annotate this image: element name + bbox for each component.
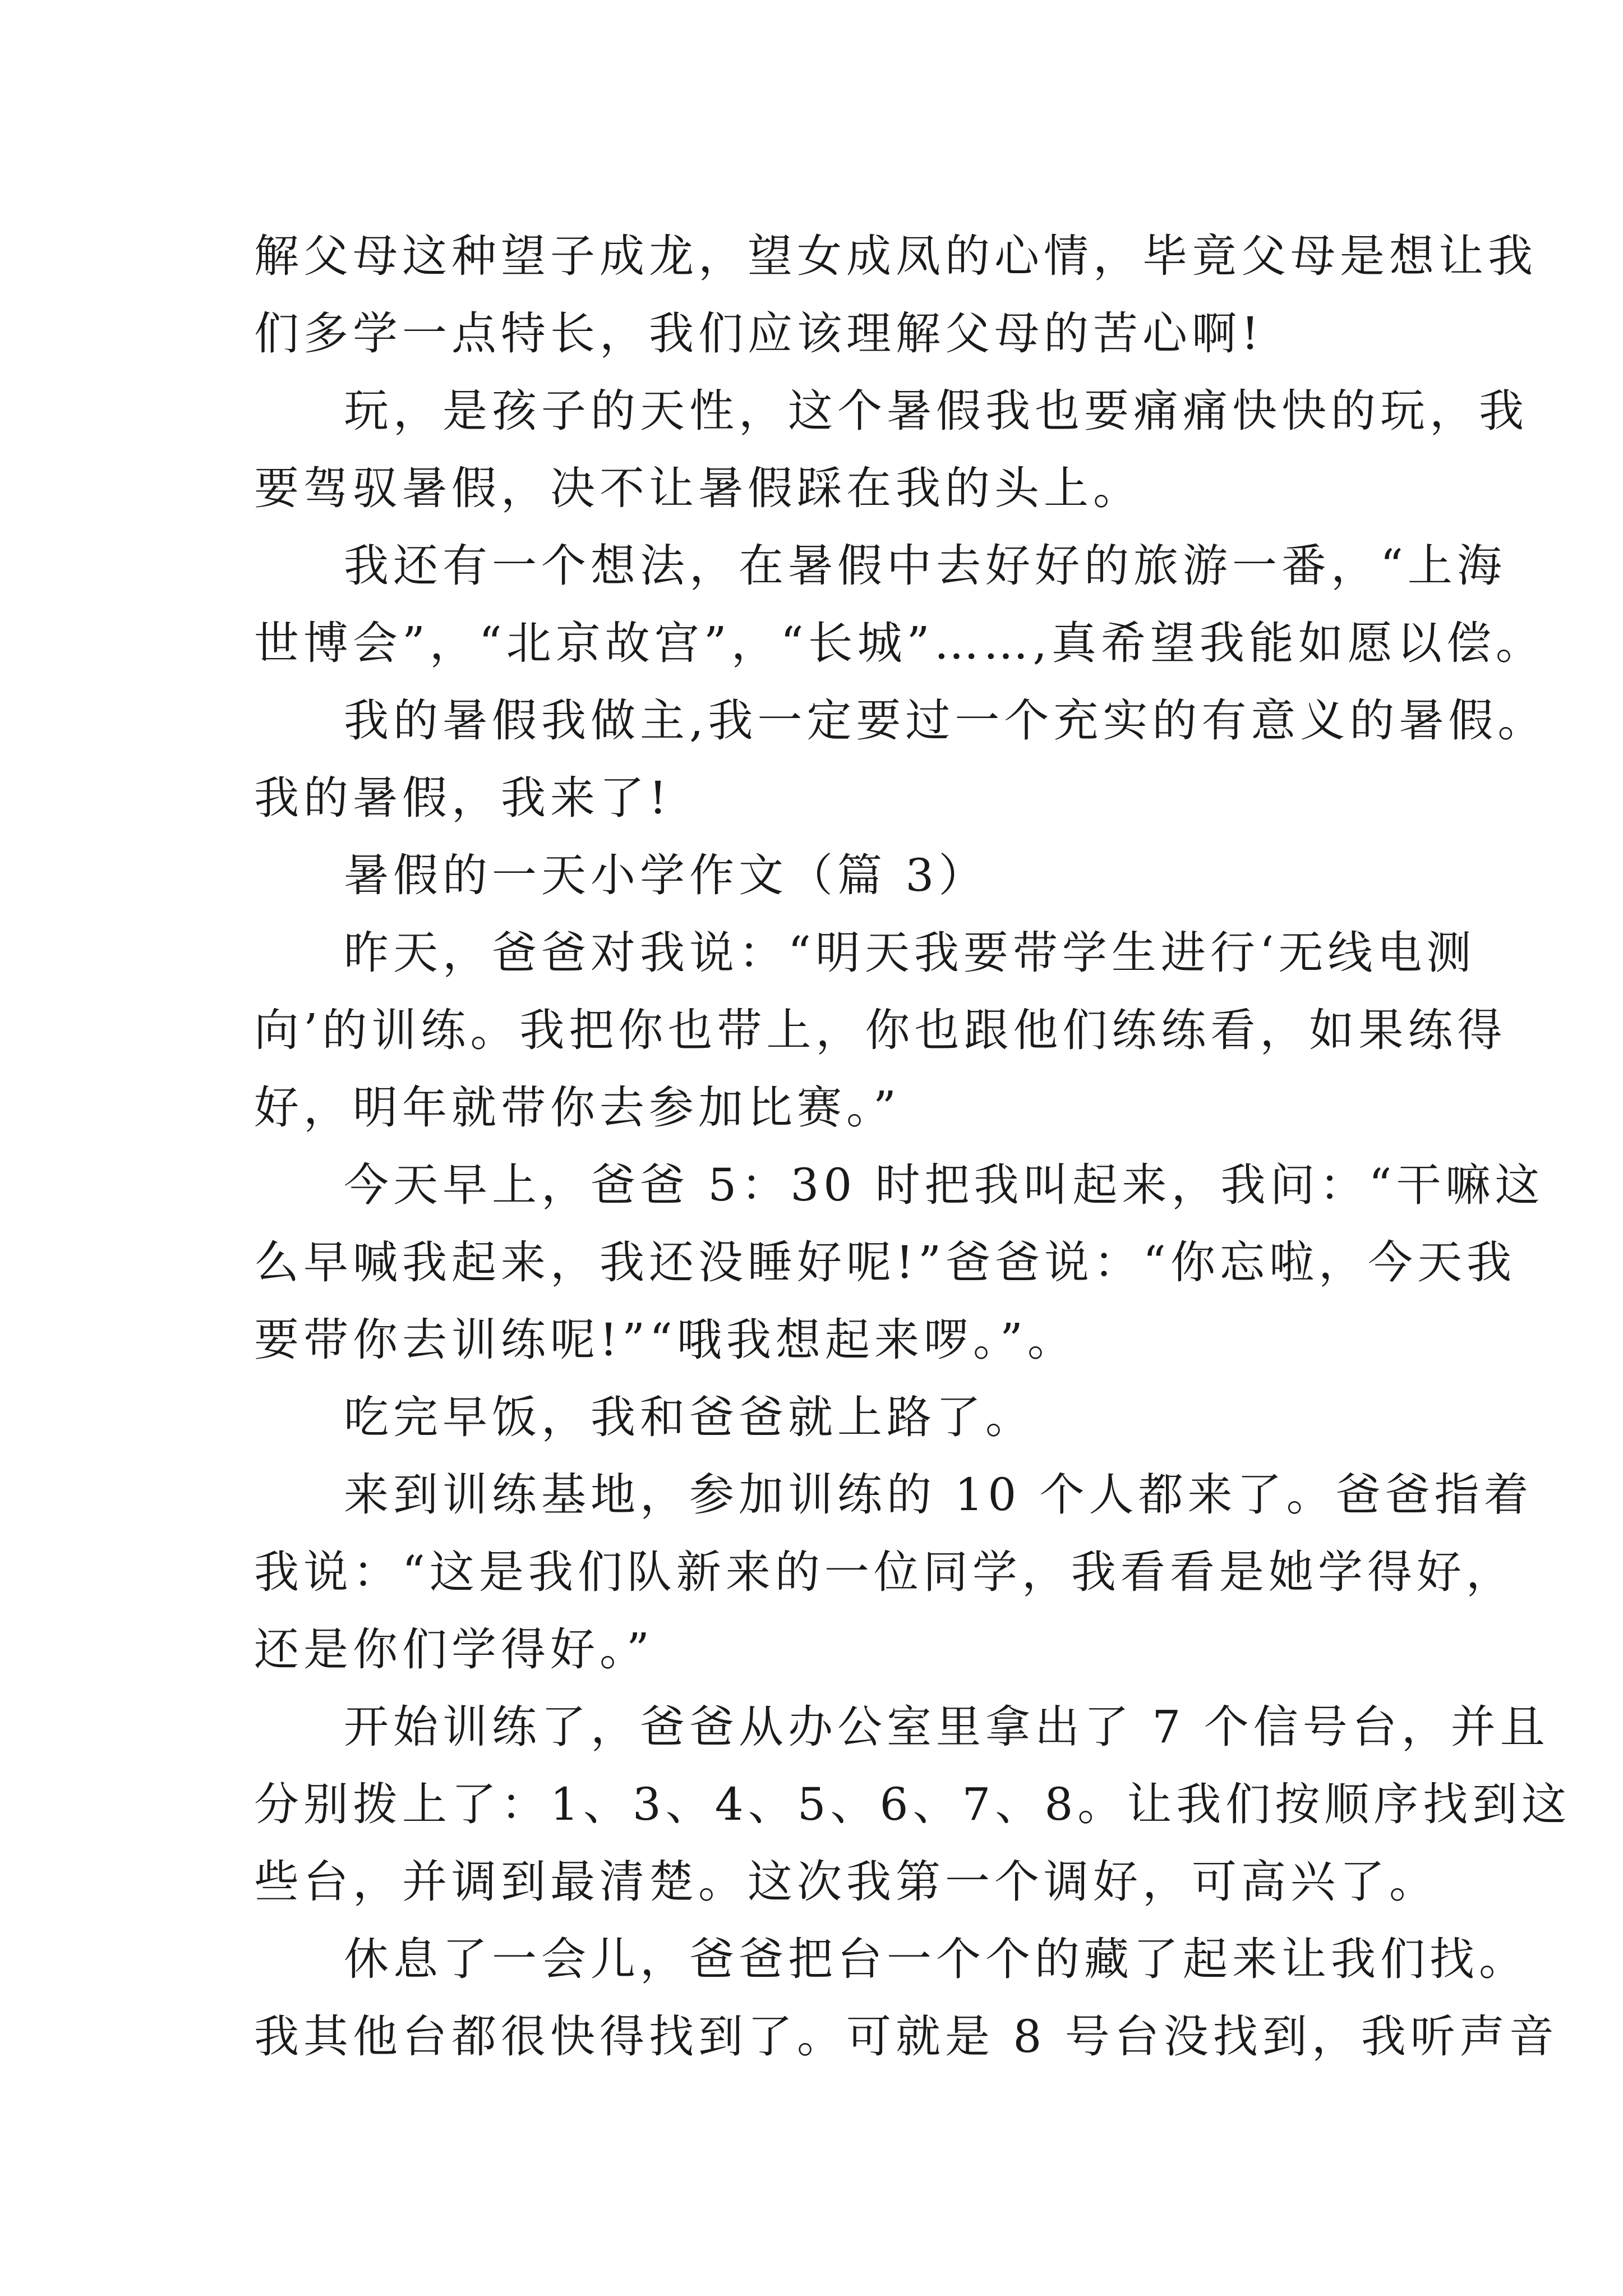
- text-line: 休息了一会儿，爸爸把台一个个的藏了起来让我们找。: [344, 1933, 1528, 1985]
- section-heading: 暑假的一天小学作文（篇 3）: [344, 849, 988, 901]
- text-line: 我其他台都很快得找到了。可就是 8 号台没找到，我听声音: [254, 2010, 1559, 2063]
- text-line: 世博会”，“北京故宫”，“长城”……,真希望我能如愿以偿。: [254, 617, 1545, 669]
- text-line: 解父母这种望子成龙，望女成凤的心情，毕竟父母是想让我: [254, 230, 1537, 282]
- text-line: 么早喊我起来，我还没睡好呢!”爸爸说：“你忘啦，今天我: [254, 1236, 1516, 1289]
- text-line: 还是你们学得好。”: [254, 1623, 654, 1676]
- text-line: 分别拨上了：1、3、4、5、6、7、8。让我们按顺序找到这: [254, 1778, 1571, 1830]
- text-line: 我还有一个想法，在暑假中去好好的旅游一番，“上海: [344, 540, 1506, 592]
- text-line: 开始训练了，爸爸从办公室里拿出了 7 个信号台，并且: [344, 1701, 1550, 1753]
- text-line: 向’的训练。我把你也带上，你也跟他们练练看，如果练得: [254, 1004, 1507, 1056]
- text-line: 吃完早饭，我和爸爸就上路了。: [344, 1391, 1035, 1443]
- text-line: 我的暑假我做主,我一定要过一个充实的有意义的暑假。: [344, 694, 1547, 747]
- text-line: 好，明年就带你去参加比赛。”: [254, 1082, 901, 1134]
- text-line: 要带你去训练呢!”“哦我想起来啰。”。: [254, 1314, 1077, 1366]
- text-line: 们多学一点特长，我们应该理解父母的苦心啊!: [254, 307, 1264, 360]
- text-line: 要驾驭暑假，决不让暑假踩在我的头上。: [254, 462, 1142, 514]
- text-line: 昨天，爸爸对我说：“明天我要带学生进行‘无线电测: [344, 927, 1476, 979]
- text-line: 些台，并调到最清楚。这次我第一个调好，可高兴了。: [254, 1856, 1438, 1908]
- text-line: 我的暑假，我来了!: [254, 772, 672, 824]
- document-body: [254, 218, 1571, 2076]
- text-line: 来到训练基地，参加训练的 10 个人都来了。爸爸指着: [344, 1469, 1533, 1521]
- text-line: 今天早上，爸爸 5：30 时把我叫起来，我问：“干嘛这: [344, 1159, 1544, 1211]
- text-line: 玩，是孩子的天性，这个暑假我也要痛痛快快的玩，我: [344, 385, 1528, 437]
- text-line: 我说：“这是我们队新来的一位同学，我看看是她学得好，: [254, 1546, 1515, 1598]
